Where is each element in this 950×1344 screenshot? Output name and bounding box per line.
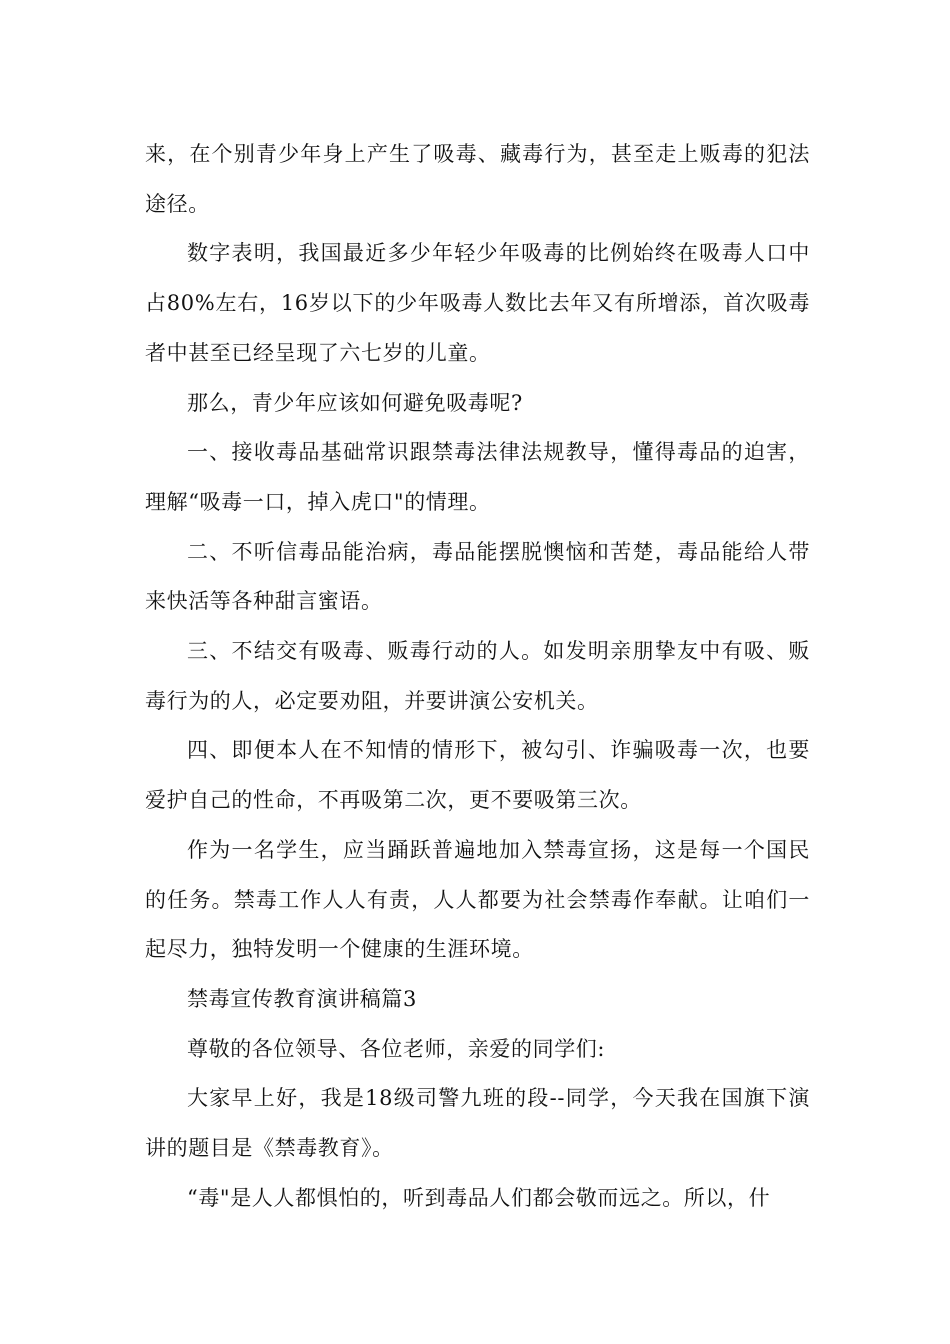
paragraph-conclusion: 作为一名学生，应当踊跃普遍地加入禁毒宣扬，这是每一个国民的任务。禁毒工作人人有责，人人都要为社会禁毒作奉献。让咱们一起尽力，独特发明一个健康的生涯环境。 — [145, 837, 810, 962]
paragraph-point-three: 三、不结交有吸毒、贩毒行动的人。如发明亲朋挚友中有吸、贩毒行为的人，必定要劝阻，并要讲演公安机关。 — [145, 639, 810, 713]
paragraph-continuation: 来，在个别青少年身上产生了吸毒、藏毒行为，甚至走上贩毒的犯法途径。 — [145, 142, 810, 216]
paragraph-point-four: 四、即便本人在不知情的情形下，被勾引、诈骗吸毒一次，也要爱护自己的性命，不再吸第二次，更不要吸第三次。 — [145, 738, 810, 813]
section-heading: 禁毒宣传教育演讲稿篇3 — [187, 986, 417, 1011]
paragraph-point-one: 一、接收毒品基础常识跟禁毒法律法规教导，懂得毒品的迫害，理解“吸毒一口，掉入虎口"的情理。 — [145, 440, 810, 514]
paragraph-opening: “毒"是人人都惧怕的，听到毒品人们都会敬而远之。所以，什 — [187, 1185, 771, 1210]
paragraph-question: 那么，青少年应该如何避免吸毒呢? — [187, 390, 523, 415]
document-body — [145, 130, 810, 1223]
paragraph-statistics: 数字表明，我国最近多少年轻少年吸毒的比例始终在吸毒人口中占80%左右，16岁以下的少年吸毒人数比去年又有所增添，首次吸毒者中甚至已经呈现了六七岁的儿童。 — [145, 241, 810, 365]
paragraph-point-two: 二、不听信毒品能治病，毒品能摆脱懊恼和苦楚，毒品能给人带来快活等各种甜言蜜语。 — [145, 539, 810, 614]
paragraph-introduction: 大家早上好，我是18级司警九班的段--同学，今天我在国旗下演讲的题目是《禁毒教育》。 — [145, 1086, 810, 1161]
paragraph-greeting: 尊敬的各位领导、各位老师，亲爱的同学们: — [187, 1036, 606, 1061]
